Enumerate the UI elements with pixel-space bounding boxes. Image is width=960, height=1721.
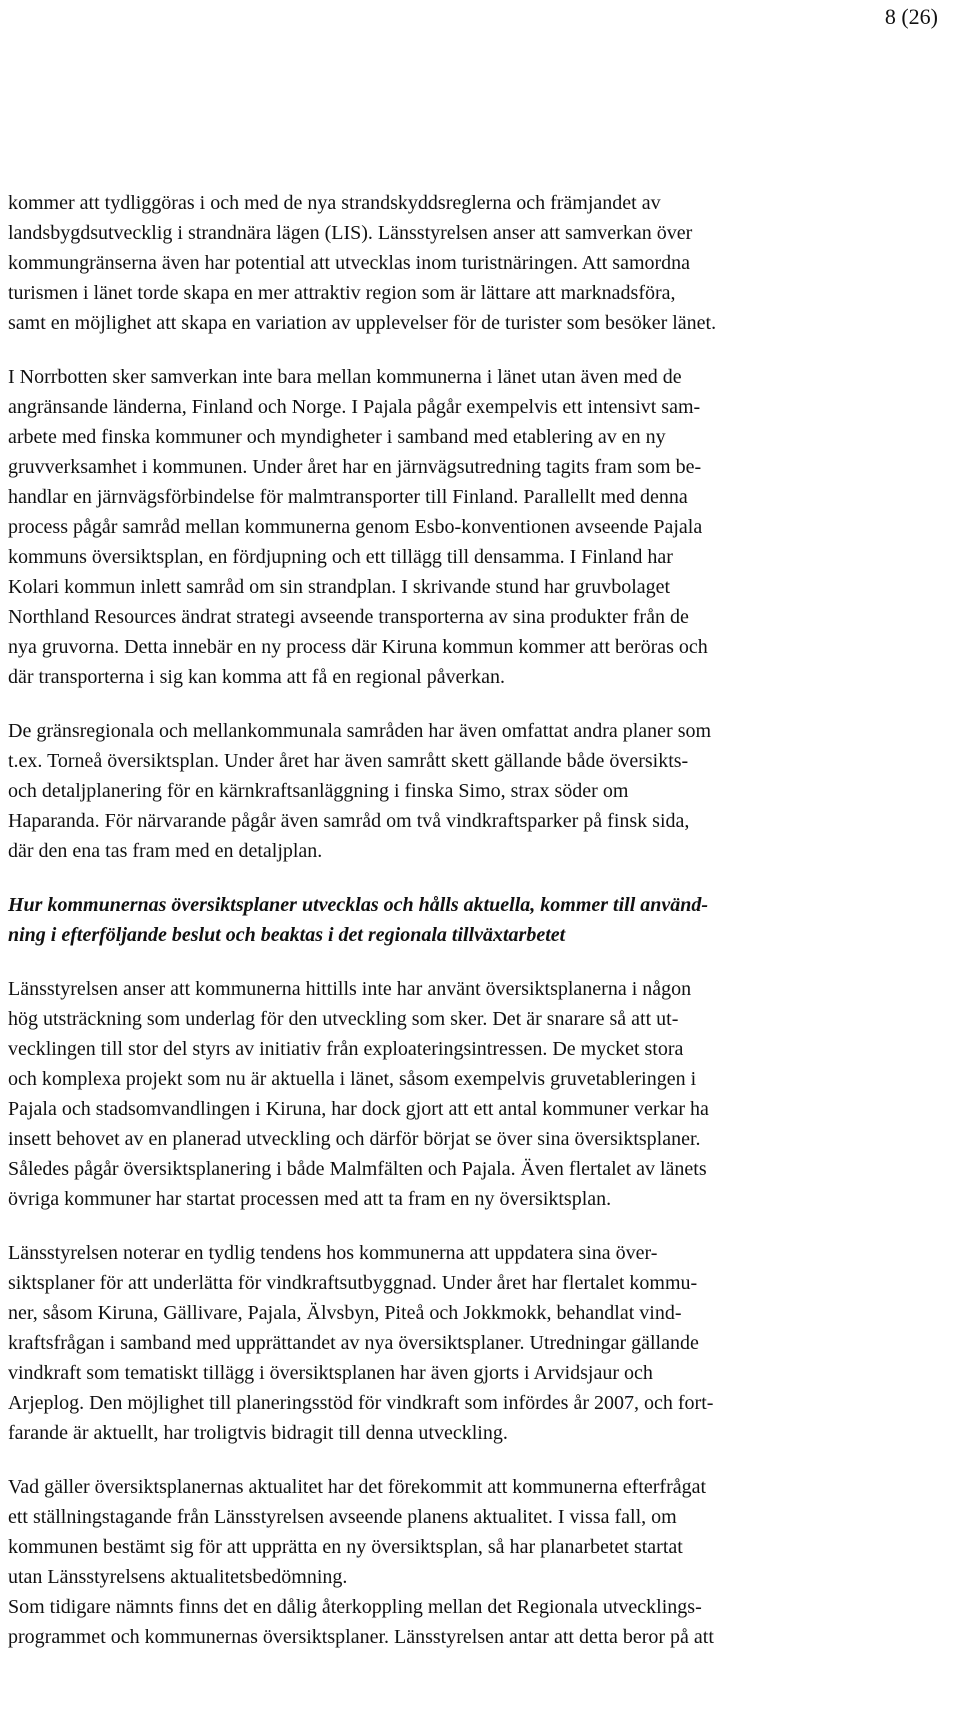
section-heading — [8, 890, 944, 950]
text-line: vindkraft som tematiskt tillägg i översiktsplanen har även gjorts i Arvidsjaur och — [8, 1362, 653, 1384]
text-line: ett ställningstagande från Länsstyrelsen avseende planens aktualitet. I vissa fall, om — [8, 1506, 677, 1528]
text-line: insett behovet av en planerad utveckling och därför börjat se över sina översiktsplaner. — [8, 1128, 701, 1150]
text-line: De gränsregionala och mellankommunala samråden har även omfattat andra planer som — [8, 720, 712, 742]
paragraph-strandskydd — [8, 188, 944, 338]
text-line: hög utsträckning som underlag för den utveckling som sker. Det är snarare så att ut- — [8, 1008, 679, 1030]
text-line: övriga kommuner har startat processen med att ta fram en ny översiktsplan. — [8, 1188, 612, 1210]
text-line: farande är aktuellt, har troligtvis bidragit till denna utveckling. — [8, 1422, 508, 1444]
text-line: kraftsfrågan i samband med upprättandet av nya översiktsplaner. Utredningar gällande — [8, 1332, 699, 1354]
heading-line: ning i efterföljande beslut och beaktas i det regionala tillväxtarbetet — [8, 924, 566, 946]
text-line: kommunen bestämt sig för att upprätta en ny översiktsplan, så har planarbetet startat — [8, 1536, 683, 1558]
text-line: t.ex. Torneå översiktsplan. Under året har även samrått skett gällande både översikts- — [8, 750, 689, 772]
text-line: turismen i länet torde skapa en mer attraktiv region som är lättare att marknadsföra, — [8, 282, 676, 304]
page-number: 8 (26) — [884, 4, 938, 29]
paragraph-oversiktsplaner-underlag — [8, 974, 944, 1214]
text-line: Kolari kommun inlett samråd om sin strandplan. I skrivande stund har gruvbolaget — [8, 576, 671, 598]
text-line: arbete med finska kommuner och myndigheter i samband med etablering av en ny — [8, 426, 666, 448]
text-line: I Norrbotten sker samverkan inte bara mellan kommunerna i länet utan även med de — [8, 366, 682, 388]
text-line: Som tidigare nämnts finns det en dålig återkoppling mellan det Regionala utvecklings- — [8, 1596, 702, 1618]
text-line: Länsstyrelsen noterar en tydlig tendens hos kommunerna att uppdatera sina över- — [8, 1242, 658, 1264]
text-line: programmet och kommunernas översiktsplaner. Länsstyrelsen antar att detta beror på att — [8, 1626, 714, 1648]
document-body — [8, 188, 944, 1652]
text-line: där transporterna i sig kan komma att få en regional påverkan. — [8, 666, 506, 688]
text-line: Vad gäller översiktsplanernas aktualitet har det förekommit att kommunerna efterfrågat — [8, 1476, 707, 1498]
paragraph-vindkraft — [8, 1238, 944, 1448]
text-line: Således pågår översiktsplanering i både Malmfälten och Pajala. Även flertalet av länets — [8, 1158, 707, 1180]
text-line: Pajala och stadsomvandlingen i Kiruna, har dock gjort att ett antal kommuner verkar ha — [8, 1098, 709, 1120]
text-line: process pågår samråd mellan kommunerna genom Esbo-konventionen avseende Pajala — [8, 516, 703, 538]
text-line: nya gruvorna. Detta innebär en ny process där Kiruna kommun kommer att beröras och — [8, 636, 708, 658]
text-line: utan Länsstyrelsens aktualitetsbedömning. — [8, 1566, 348, 1588]
text-line: vecklingen till stor del styrs av initiativ från exploateringsintressen. De mycket stora — [8, 1038, 684, 1060]
text-line: och komplexa projekt som nu är aktuella i länet, såsom exempelvis gruvetableringen i — [8, 1068, 697, 1090]
paragraph-norrbotten-samverkan — [8, 362, 944, 692]
text-line: kommer att tydliggöras i och med de nya strandskyddsreglerna och främjandet av — [8, 192, 661, 214]
text-line: angränsande länderna, Finland och Norge. I Pajala pågår exempelvis ett intensivt sam- — [8, 396, 701, 418]
text-line: och detaljplanering för en kärnkraftsanläggning i finska Simo, strax söder om — [8, 780, 629, 802]
text-line: landsbygdsutvecklig i strandnära lägen (LIS). Länsstyrelsen anser att samverkan över — [8, 222, 693, 244]
paragraph-aterkoppling — [8, 1592, 944, 1652]
text-line: Länsstyrelsen anser att kommunerna hittills inte har använt översiktsplanerna i någon — [8, 978, 692, 1000]
heading-line: Hur kommunernas översiktsplaner utvecklas och hålls aktuella, kommer till använd- — [8, 894, 709, 916]
text-line: samt en möjlighet att skapa en variation av upplevelser för de turister som besöker länet. — [8, 312, 717, 334]
text-line: Arjeplog. Den möjlighet till planeringsstöd för vindkraft som infördes år 2007, och fort- — [8, 1392, 714, 1414]
paragraph-gransregionala-samraden — [8, 716, 944, 866]
text-line: där den ena tas fram med en detaljplan. — [8, 840, 323, 862]
text-line: Northland Resources ändrat strategi avseende transporterna av sina produkter från de — [8, 606, 689, 628]
text-line: siktsplaner för att underlätta för vindkraftsutbyggnad. Under året har flertalet kommu- — [8, 1272, 698, 1294]
paragraph-aktualitet — [8, 1472, 944, 1592]
text-line: handlar en järnvägsförbindelse för malmtransporter till Finland. Parallellt med denna — [8, 486, 688, 508]
text-line: Haparanda. För närvarande pågår även samråd om två vindkraftsparker på finsk sida, — [8, 810, 690, 832]
text-line: gruvverksamhet i kommunen. Under året har en järnvägsutredning tagits fram som be- — [8, 456, 702, 478]
text-line: ner, såsom Kiruna, Gällivare, Pajala, Älvsbyn, Piteå och Jokkmokk, behandlat vind- — [8, 1302, 682, 1324]
text-line: kommungränserna även har potential att utvecklas inom turistnäringen. Att samordna — [8, 252, 691, 274]
text-line: kommuns översiktsplan, en fördjupning och ett tillägg till densamma. I Finland har — [8, 546, 673, 568]
